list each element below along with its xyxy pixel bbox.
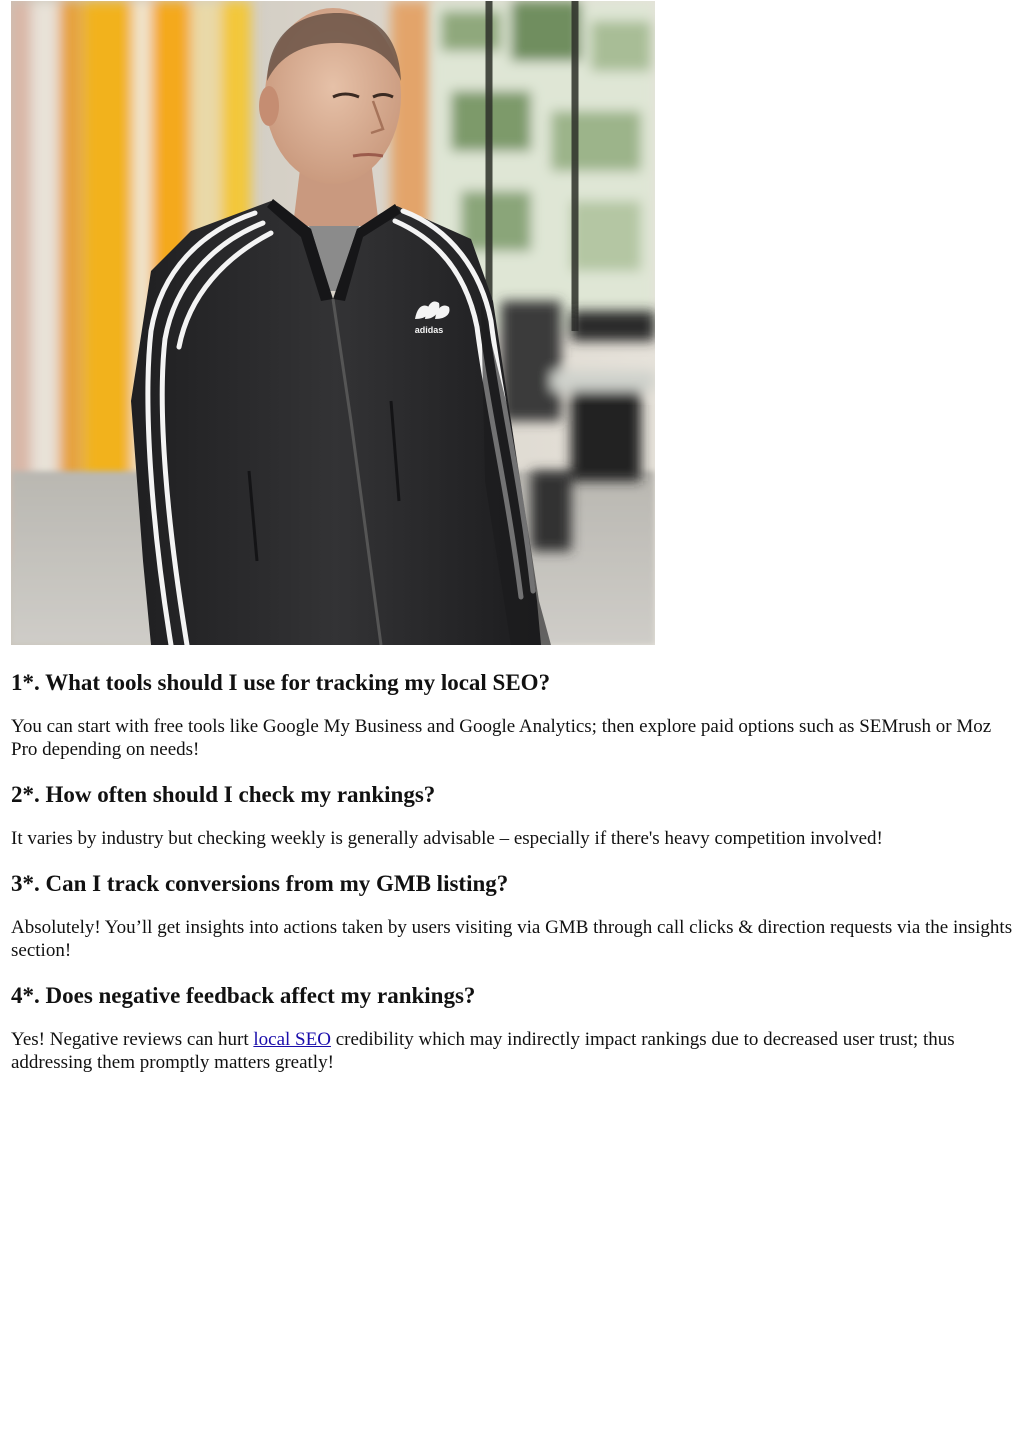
faq-answer: Absolutely! You’ll get insights into actions taken by users visiting via GMB through call clicks & direction requests via the insights section! — [11, 917, 1013, 961]
portrait-illustration — [11, 1, 655, 645]
local-seo-link[interactable]: local SEO — [253, 1029, 331, 1050]
faq-item-4 — [11, 981, 1015, 1074]
faq-question: 3*. Can I track conversions from my GMB listing? — [11, 871, 509, 896]
faq-answer: You can start with free tools like Google My Business and Google Analytics; then explore paid options such as SEMrush or Moz Pro depending on needs! — [11, 716, 992, 760]
portrait-photo — [11, 1, 655, 645]
faq-question: 1*. What tools should I use for tracking my local SEO? — [11, 670, 551, 695]
faq-item-3 — [11, 869, 1015, 962]
faq-question: 2*. How often should I check my rankings? — [11, 782, 436, 807]
faq-answer: It varies by industry but checking weekly is generally advisable – especially if there's heavy competition involved! — [11, 828, 883, 849]
adidas-logo-text: adidas — [414, 325, 444, 335]
faq-item-1 — [11, 668, 1015, 761]
faq-question: 4*. Does negative feedback affect my rankings? — [11, 983, 476, 1008]
faq-answer — [11, 1028, 1015, 1074]
faq-answer-text: Yes! Negative reviews can hurt — [11, 1029, 254, 1050]
faq-section — [11, 668, 1015, 1093]
faq-item-2 — [11, 780, 1015, 850]
faq-answer-text: credibility which may indirectly impact rankings due to decreased user trust; thus addressing them promptly matters greatly! — [11, 1029, 955, 1073]
